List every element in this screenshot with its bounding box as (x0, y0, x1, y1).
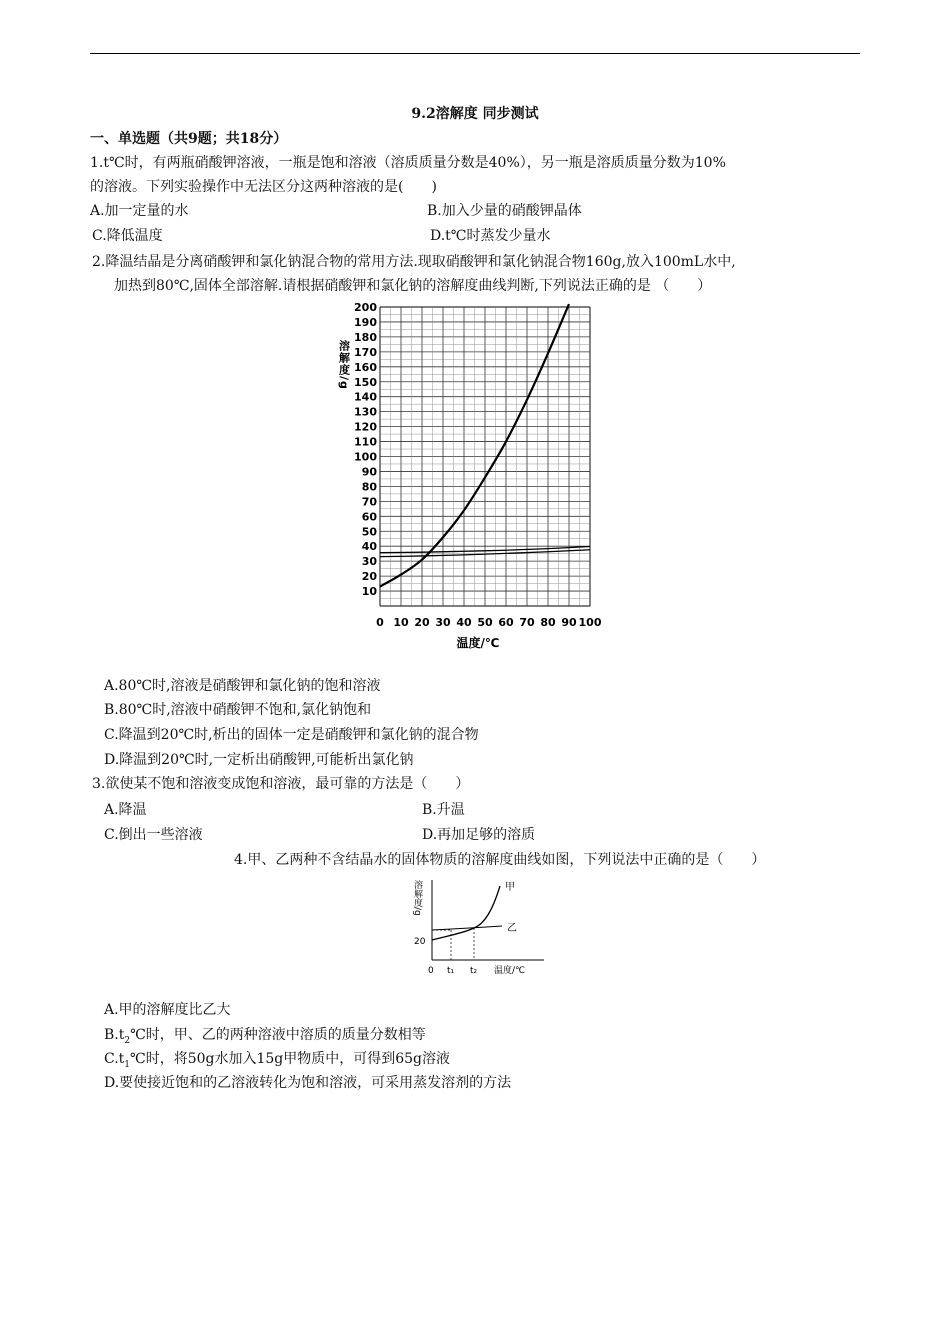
y-tick-120: 120 (354, 420, 377, 434)
q2-option-c: C.降温到20℃时,析出的固体一定是硝酸钾和氯化钠的混合物 (104, 727, 479, 743)
y-tick-200: 200 (354, 301, 377, 314)
series-yi-label: 乙 (507, 923, 517, 934)
y-tick-50: 50 (361, 525, 377, 539)
x-tick-30: 30 (435, 616, 451, 629)
y-tick-labels (354, 301, 377, 598)
series-jia-label: 甲 (505, 882, 515, 893)
solubility-chart (330, 300, 610, 655)
q4-option-b-prefix: B.t (104, 1027, 125, 1043)
y-tick-140: 140 (354, 390, 377, 404)
x-tick-100: 100 (578, 616, 602, 629)
section-heading: 一、单选题（共9题；共18分） (90, 131, 288, 147)
page-title: 9.2溶解度 同步测试 (411, 106, 539, 122)
y-tick-170: 170 (354, 345, 377, 359)
q4-option-b-text: ℃时，甲、乙的两种溶液中溶质的质量分数相等 (130, 1027, 426, 1043)
y-tick-70: 70 (361, 495, 377, 509)
q4-option-c-prefix: C.t (104, 1051, 125, 1067)
x-tick-60: 60 (498, 616, 514, 629)
y-tick-160: 160 (354, 360, 377, 374)
x-axis-label: 温度/℃ (456, 636, 500, 650)
q2-stem-line1: 2.降温结晶是分离硝酸钾和氯化钠混合物的常用方法.现取硝酸钾和氯化钠混合物160g,放入100mL水中, (92, 254, 736, 270)
x-tick-label-t1: t₁ (447, 966, 455, 976)
q3-option-c: C.倒出一些溶液 (104, 827, 203, 843)
q3-stem: 3.欲使某不饱和溶液变成饱和溶液，最可靠的方法是（ ） (92, 776, 470, 792)
y-tick-190: 190 (354, 315, 377, 329)
y-tick-20: 20 (361, 570, 377, 584)
solubility-sketch-chart (412, 872, 547, 980)
x-tick-80: 80 (540, 616, 556, 629)
q1-option-a: A.加一定量的水 (90, 203, 189, 219)
series-yi-curve (432, 926, 502, 930)
q4-option-a: A.甲的溶解度比乙大 (104, 1002, 231, 1018)
q1-stem-line2: 的溶液。下列实验操作中无法区分这两种溶液的是( ) (90, 179, 437, 195)
chart-grid (380, 307, 590, 606)
x-tick-10: 10 (393, 616, 409, 629)
y-tick-label-20: 20 (414, 937, 426, 947)
y-tick-80: 80 (361, 480, 377, 494)
q3-option-b: B.升温 (422, 802, 465, 818)
q1-stem-line1: 1.t℃时，有两瓶硝酸钾溶液，一瓶是饱和溶液（溶质质量分数是40%），另一瓶是溶质质量分数为10% (90, 155, 726, 171)
y-axis-label: 溶解度/g (337, 340, 351, 390)
q1-option-d: D.t℃时蒸发少量水 (430, 228, 551, 244)
series-jia-curve (432, 886, 500, 940)
q3-option-a: A.降温 (104, 802, 147, 818)
x-tick-labels (376, 616, 602, 629)
q4-option-c-text: ℃时，将50g水加入15g甲物质中，可得到65g溶液 (130, 1051, 451, 1067)
y-tick-100: 100 (354, 450, 377, 464)
x-tick-70: 70 (519, 616, 535, 629)
x-tick-50: 50 (477, 616, 493, 629)
y-tick-130: 130 (354, 405, 377, 419)
y-tick-90: 90 (361, 465, 377, 479)
q3-option-d: D.再加足够的溶质 (422, 827, 536, 843)
q2-option-d: D.降温到20℃时,一定析出硝酸钾,可能析出氯化钠 (104, 752, 414, 768)
q4-option-b (104, 1025, 426, 1051)
q4-option-b-subscript: 2 (124, 1035, 131, 1046)
y-tick-30: 30 (361, 555, 377, 569)
y-axis-label: 溶解度/g (412, 880, 422, 916)
q1-option-b: B.加入少量的硝酸钾晶体 (427, 203, 582, 219)
y-tick-150: 150 (354, 375, 377, 389)
q1-option-c: C.降低温度 (92, 228, 163, 244)
y-tick-180: 180 (354, 330, 377, 344)
header-rule (90, 53, 860, 54)
q2-stem-line2: 加热到80℃,固体全部溶解.请根据硝酸钾和氯化钠的溶解度曲线判断,下列说法正确的是 （ ） (114, 278, 712, 294)
q4-option-c-subscript: 1 (124, 1059, 131, 1070)
q4-stem: 4.甲、乙两种不含结晶水的固体物质的溶解度曲线如图，下列说法中正确的是（ ） (234, 852, 766, 868)
x-tick-0: 0 (376, 616, 384, 629)
x-tick-20: 20 (414, 616, 430, 629)
y-tick-10: 10 (361, 585, 377, 599)
y-tick-110: 110 (354, 435, 377, 449)
x-tick-90: 90 (561, 616, 577, 629)
q4-option-d: D.要使接近饱和的乙溶液转化为饱和溶液，可采用蒸发溶剂的方法 (104, 1075, 512, 1091)
y-tick-60: 60 (361, 510, 377, 524)
x-tick-40: 40 (456, 616, 472, 629)
x-tick-label-0: 0 (428, 966, 434, 976)
x-tick-label-t2: t₂ (470, 966, 478, 976)
q2-option-b: B.80℃时,溶液中硝酸钾不饱和,氯化钠饱和 (104, 702, 372, 718)
y-tick-40: 40 (361, 540, 377, 554)
q2-option-a: A.80℃时,溶液是硝酸钾和氯化钠的饱和溶液 (104, 678, 381, 694)
q4-option-c (104, 1049, 450, 1075)
x-axis-label: 温度/℃ (494, 966, 526, 976)
